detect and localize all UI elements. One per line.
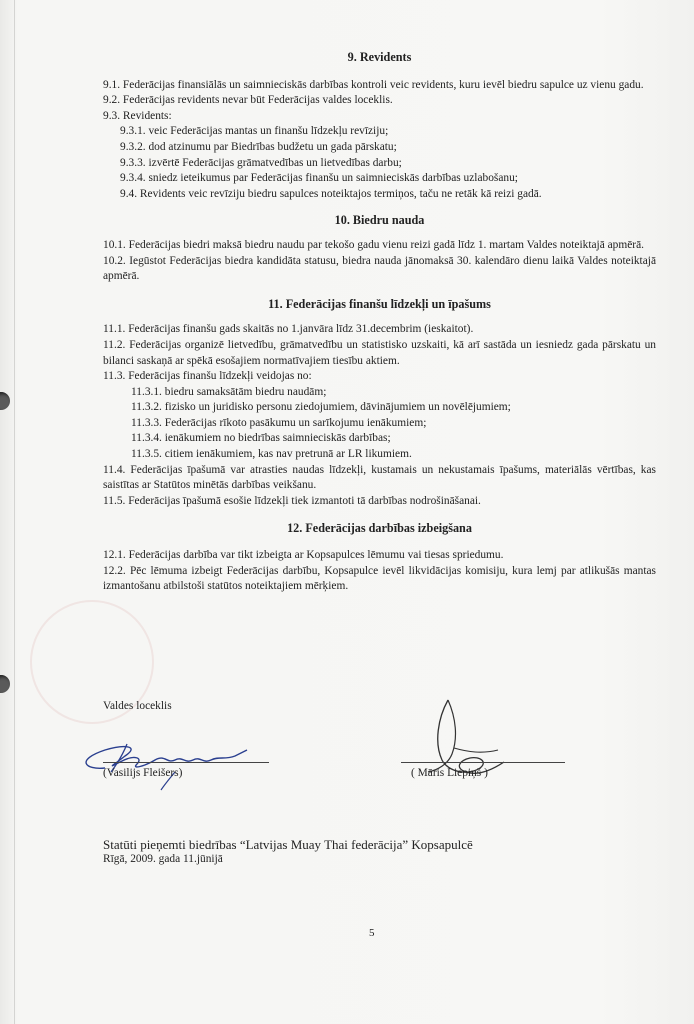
- paragraph-9-1: 9.1. Federācijas finansiālās un saimnieciskās darbības kontroli veic revidents, kuru ievēl biedru sapulce uz vienu gadu.: [103, 78, 644, 91]
- list-item-11-3-3: 11.3.3. Federācijas rīkoto pasākumu un sarīkojumu ienākumiem;: [131, 416, 427, 429]
- list-item-11-3-5: 11.3.5. citiem ienākumiem, kas nav pretrunā ar LR likumiem.: [131, 448, 412, 461]
- paragraph-11-2: 11.2. Federācijas organizē lietvedību, grāmatvedību un statistisko uzskaiti, kā arī sastāda un iesniedz gada pārskatu un bilanci saskaņā ar spēkā esošajiem normatīvajiem tiesību aktiem.: [103, 338, 656, 367]
- signatory-name-1: (Vasilijs Fleišers): [103, 767, 183, 779]
- punch-hole-icon: [0, 392, 10, 410]
- signature-line-1: [103, 762, 269, 763]
- signature-line-2: [401, 762, 565, 763]
- list-item-11-3-4: 11.3.4. ienākumiem no biedrības saimnieciskās darbības;: [131, 432, 391, 445]
- board-member-label: Valdes loceklis: [103, 700, 172, 712]
- paragraph-10-1: 10.1. Federācijas biedri maksā biedru naudu par tekošo gadu vienu reizi gadā līdz 1. martam Valdes noteiktajā apmērā.: [103, 238, 644, 251]
- paragraph-10-2: 10.2. Iegūstot Federācijas biedra kandidāta statusu, biedra nauda jānomaksā 30. kalendāro dienu laikā Valdes noteiktajā apmērā.: [103, 254, 656, 283]
- page-number: 5: [369, 927, 375, 939]
- paragraph-11-3: 11.3. Federācijas finanšu līdzekļi veidojas no:: [103, 370, 312, 383]
- paragraph-9-2: 9.2. Federācijas revidents nevar būt Federācijas valdes loceklis.: [103, 94, 393, 107]
- list-item-9-4: 9.4. Revidents veic revīziju biedru sapulces noteiktajos termiņos, taču ne retāk kā reizi gadā.: [120, 187, 542, 200]
- paragraph-11-5: 11.5. Federācijas īpašumā esošie līdzekļi tiek izmantoti tā darbības nodrošināšanai.: [103, 494, 481, 507]
- document-body: [103, 50, 656, 595]
- page-edge-shadow: [14, 0, 15, 1024]
- signatory-name-2: ( Māris Liepiņš ): [411, 767, 488, 779]
- list-item-11-3-1: 11.3.1. biedru samaksātām biedru naudām;: [131, 385, 327, 398]
- paragraph-11-4: 11.4. Federācijas īpašumā var atrasties naudas līdzekļi, kustamais un nekustamais īpašums, materiālās vērtības, kas saistītas ar Statūtos minētās darbības veikšanu.: [103, 463, 656, 492]
- list-item-9-3-4: 9.3.4. sniedz ieteikumus par Federācijas finanšu un saimnieciskās darbības uzlabošanu;: [120, 172, 518, 185]
- paragraph-12-1: 12.1. Federācijas darbība var tikt izbeigta ar Kopsapulces lēmumu vai tiesas spriedumu.: [103, 549, 504, 562]
- paragraph-11-1: 11.1. Federācijas finanšu gads skaitās no 1.janvāra līdz 31.decembrim (ieskaitot).: [103, 323, 474, 336]
- list-item-9-3-3: 9.3.3. izvērtē Federācijas grāmatvedības un lietvedības darbu;: [120, 156, 402, 169]
- section-10-heading: 10. Biedru nauda: [334, 213, 425, 228]
- place-and-date: Rīgā, 2009. gada 11.jūnijā: [103, 853, 223, 865]
- signature-block: [103, 700, 623, 790]
- signature-fleisers-icon: [65, 720, 265, 795]
- list-item-9-3-2: 9.3.2. dod atzinumu par Biedrības budžetu un gada pārskatu;: [120, 140, 397, 153]
- punch-hole-icon: [0, 675, 10, 693]
- list-item-11-3-2: 11.3.2. fizisko un juridisko personu ziedojumiem, dāvinājumiem un novēlējumiem;: [131, 401, 511, 414]
- section-9-heading: 9. Revidents: [347, 50, 412, 64]
- paragraph-12-2: 12.2. Pēc lēmuma izbeigt Federācijas darbību, Kopsapulce ievēl likvidācijas komisiju, kura lemj par atlikušās mantas izmantošanu atbilstoši statūtos noteiktajiem mērķiem.: [103, 564, 656, 593]
- paragraph-9-3: 9.3. Revidents:: [103, 109, 172, 122]
- section-11-heading: 11. Federācijas finanšu līdzekļi un īpašums: [268, 296, 491, 311]
- list-item-9-3-1: 9.3.1. veic Federācijas mantas un finanšu līdzekļu revīziju;: [120, 125, 389, 138]
- adoption-statement: Statūti pieņemti biedrības “Latvijas Muay Thai federācija” Kopsapulcē: [103, 837, 473, 852]
- section-12-heading: 12. Federācijas darbības izbeigšana: [287, 521, 472, 536]
